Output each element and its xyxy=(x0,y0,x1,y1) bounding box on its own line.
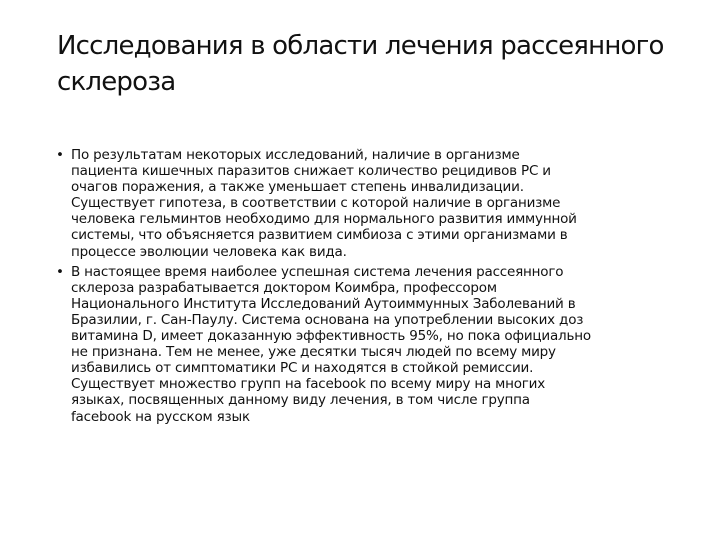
bullet-dot-icon: • xyxy=(56,263,64,280)
bullet-text-line: Национального Института Исследований Аутоиммунных Заболеваний в xyxy=(71,295,576,312)
slide-title-line: Исследования в области лечения рассеянного xyxy=(57,31,664,61)
bullet-text-line: витамина D, имеет доказанную эффективность 95%, но пока официально xyxy=(71,328,591,345)
bullet-text-line: системы, что объясняется развитием симбиоза с этими организмами в xyxy=(71,227,568,244)
bullet-text-line: очагов поражения, а также уменьшает степень инвалидизации. xyxy=(71,179,524,196)
bullet-list xyxy=(56,147,686,425)
bullet-text-line: не признана. Тем не менее, уже десятки тысяч людей по всему миру xyxy=(71,344,556,361)
bullet-item-helminths-research xyxy=(56,147,686,260)
bullet-text-line: избавились от симптоматики РС и находятся в стойкой ремиссии. xyxy=(71,360,534,377)
bullet-text-line: В настоящее время наиболее успешная система лечения рассеянного xyxy=(71,263,564,280)
bullet-text-line: Бразилии, г. Сан-Паулу. Система основана на употреблении высоких доз xyxy=(71,311,584,328)
bullet-text-line: человека гельминтов необходимо для нормального развития иммунной xyxy=(71,211,577,228)
bullet-text-line: По результатам некоторых исследований, наличие в организме xyxy=(71,147,520,163)
bullet-dot-icon: • xyxy=(56,147,64,163)
bullet-text-line: процессе эволюции человека как вида. xyxy=(71,243,347,260)
slide-title-line: склероза xyxy=(57,67,176,97)
bullet-item-coimbra-protocol xyxy=(56,264,686,425)
bullet-text-line: склероза разрабатывается доктором Коимбра, профессором xyxy=(71,279,497,296)
slide-title xyxy=(57,28,697,100)
bullet-text-line: Существует гипотеза, в соответствии с которой наличие в организме xyxy=(71,195,561,212)
bullet-text-line: языках, посвященных данному виду лечения, в том числе группа xyxy=(71,392,530,409)
bullet-text-line: Существует множество групп на facebook по всему миру на многих xyxy=(71,376,546,393)
bullet-text-line: пациента кишечных паразитов снижает количество рецидивов РС и xyxy=(71,163,551,180)
bullet-text-line: facebook на русском язык xyxy=(71,408,250,425)
